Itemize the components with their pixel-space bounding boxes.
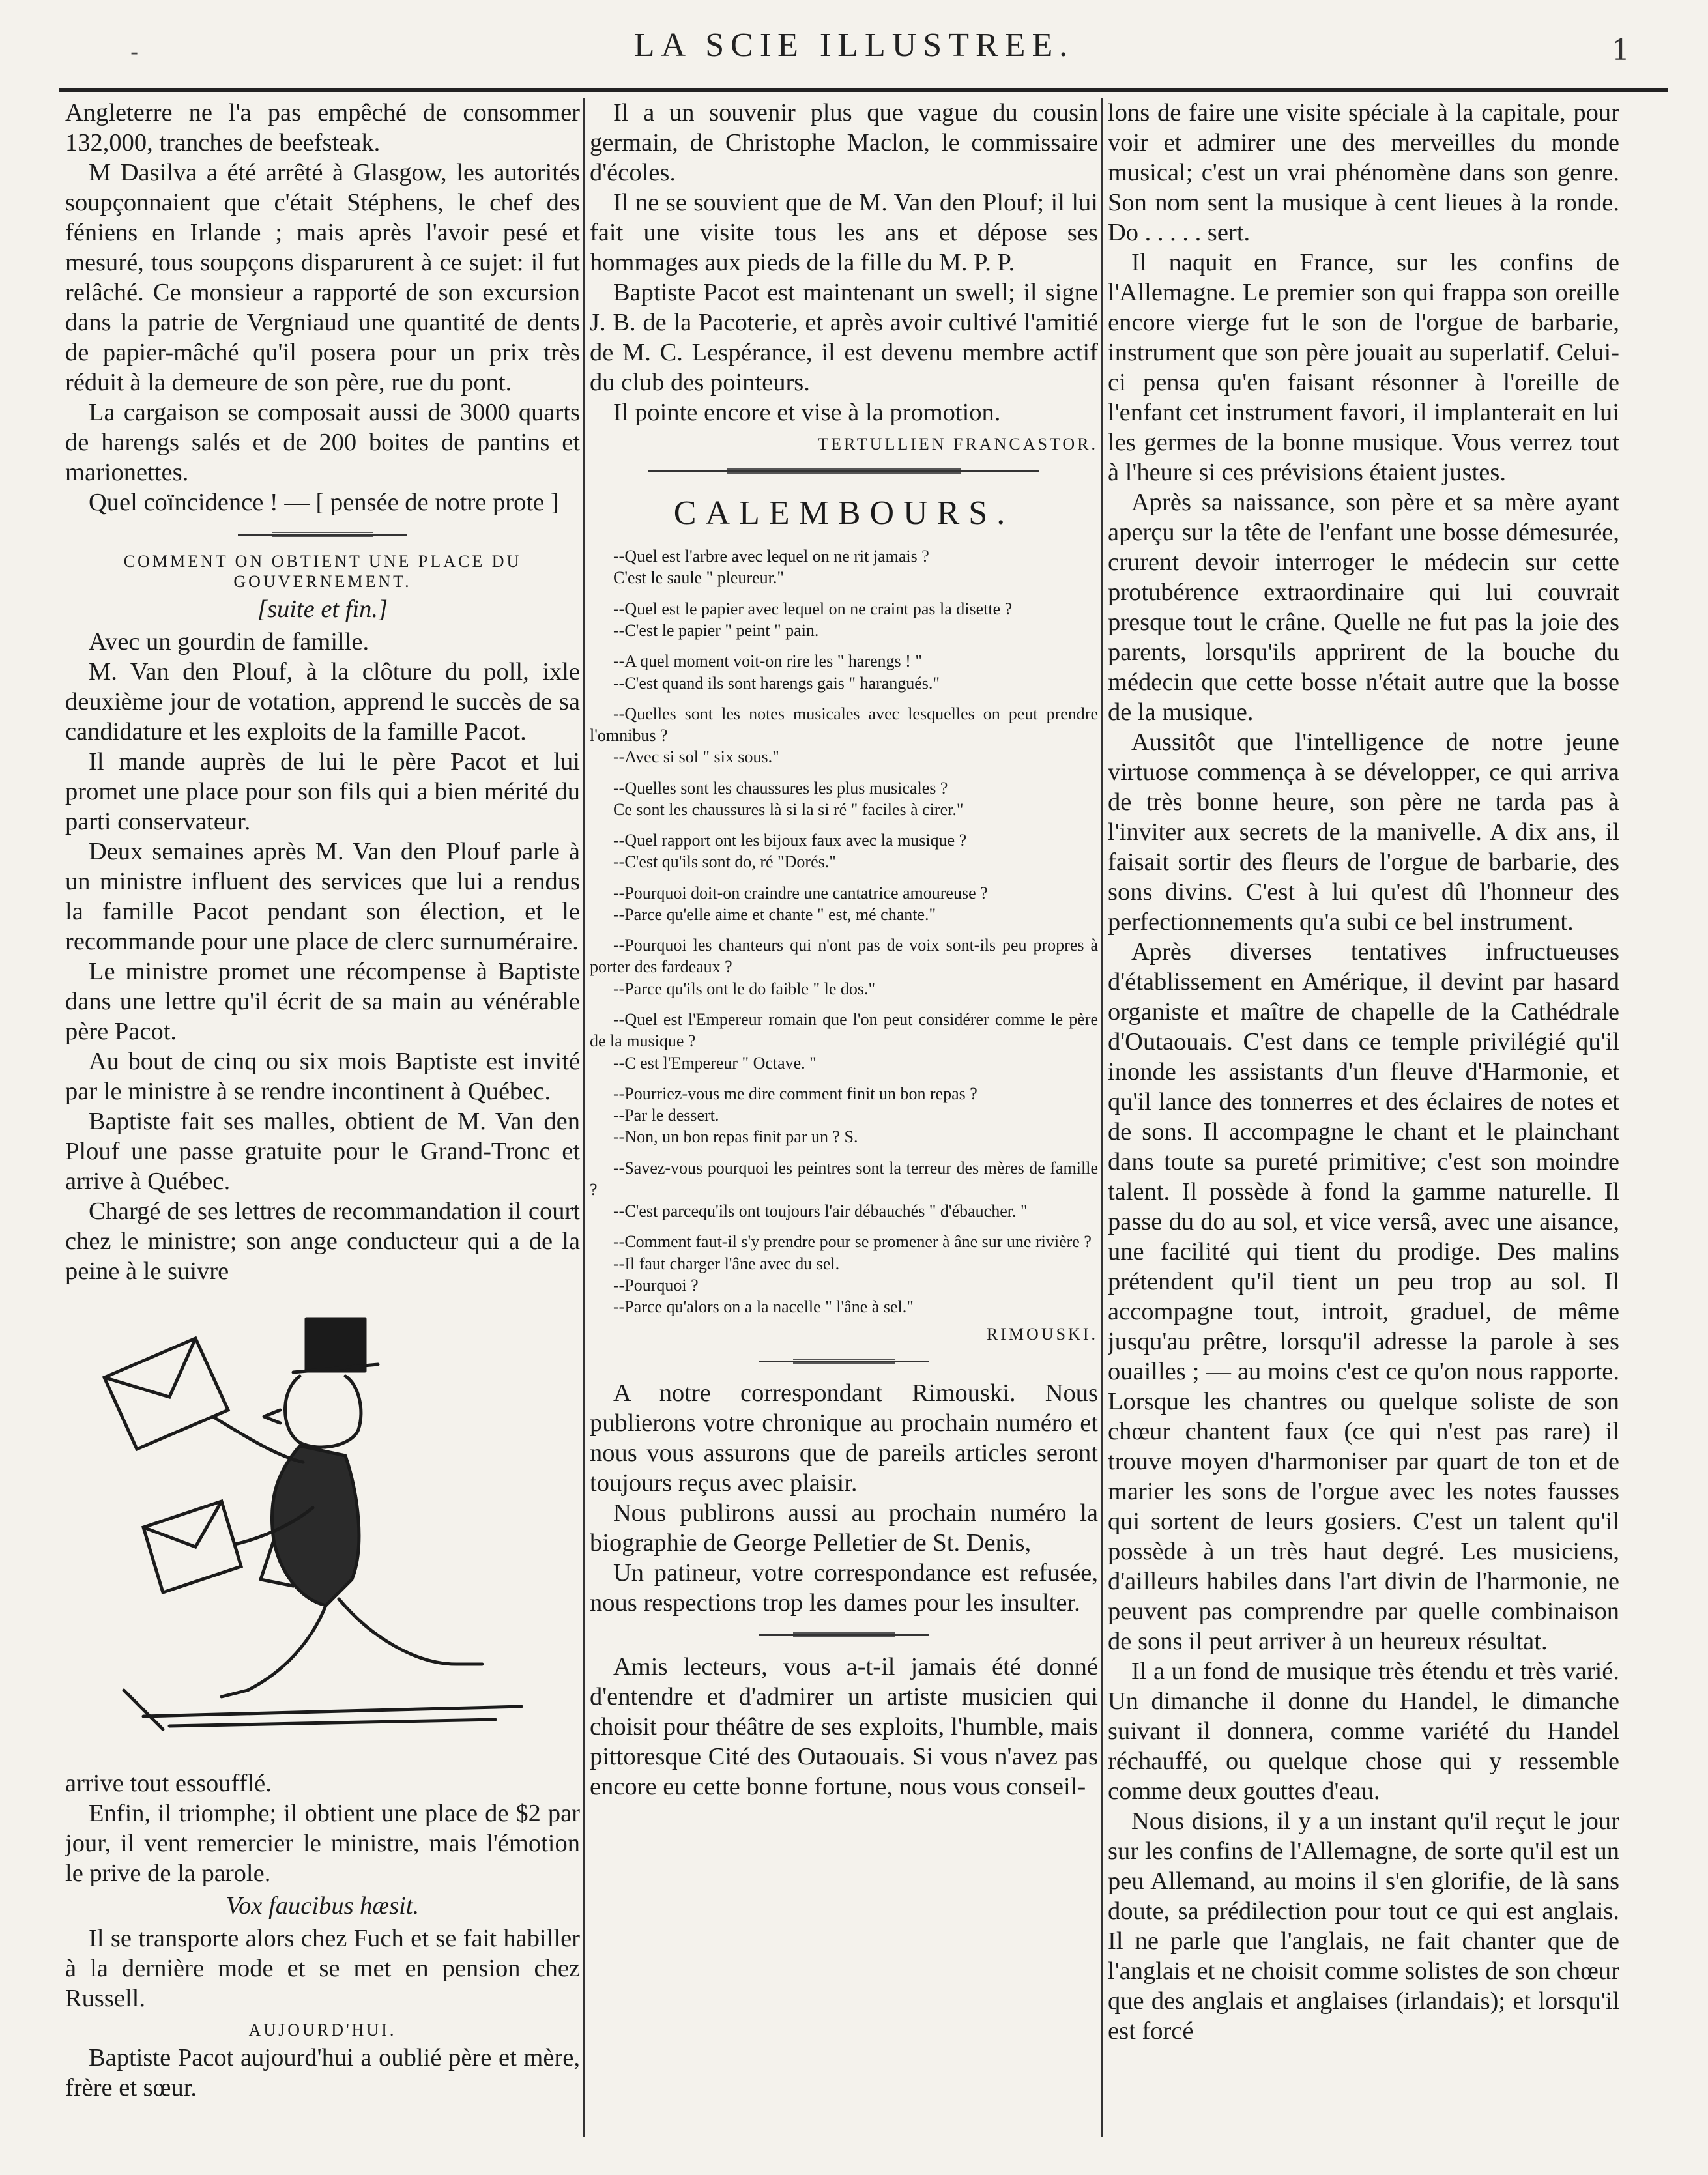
jokes-list — [590, 545, 1098, 1318]
paragraph: Il ne se souvient que de M. Van den Plouf; il lui fait une visite tous les ans et dépose ses hommages aux pieds de la fille du M. P. P. — [590, 189, 1098, 276]
joke-line: --Pourquoi doit-on craindre une cantatrice amoureuse ? — [613, 883, 988, 902]
paragraph: Au bout de cinq ou six mois Baptiste est invité par le ministre à se rendre incontinent à Québec. — [65, 1048, 580, 1106]
paragraph: Aussitôt que l'intelligence de notre jeune virtuose commença à se développer, ce qui arriva de très bonne heure, son père ne tarda pas à l'inviter aux secrets de la manivelle. A dix ans, il faisait sortir des fleurs de l'orgue de barbarie, des sons divins. C'est à lui qu'est dû l'honneur des perfectionnements qu'a subi ce bel instrument. — [1108, 728, 1619, 936]
paragraph: Chargé de ses lettres de recommandation il court chez le ministre; son ange conducteur qui a de la peine à le suivre — [65, 1198, 580, 1286]
latin-phrase: Vox faucibus hæsit. — [225, 1892, 420, 1920]
joke-line: --Parce qu'elle aime et chante " est, mé chante." — [613, 904, 936, 924]
joke-line: --C'est le papier " peint " pain. — [613, 620, 819, 640]
separator-rule — [759, 1632, 929, 1637]
messenger-illustration — [65, 1299, 580, 1749]
joke-spacer — [590, 1000, 1098, 1009]
paragraph: Un patineur, votre correspondance est refusée, nous respections trop les dames pour les insulter. — [590, 1559, 1098, 1617]
joke-line: Ce sont les chaussures là si la si ré " faciles à cirer." — [613, 799, 964, 819]
paragraph: Il a un souvenir plus que vague du cousin germain, de Christophe Maclon, le commissaire d'écoles. — [590, 99, 1098, 186]
joke-spacer — [590, 589, 1098, 598]
joke-line: --Parce qu'alors on a la nacelle " l'âne à sel." — [613, 1297, 914, 1317]
joke-spacer — [590, 820, 1098, 829]
calembours-heading: CALEMBOURS. — [673, 495, 1015, 532]
column-divider — [1101, 98, 1103, 2137]
paragraph: M. Van den Plouf, à la clôture du poll, ixle deuxième jour de votation, apprend le succès de sa candidature et les exploits de la famille Pacot. — [65, 658, 580, 746]
joke-line: --Quelles sont les chaussures les plus musicales ? — [613, 778, 948, 798]
joke-line: --Quelles sont les notes musicales avec lesquelles on peut prendre l'omnibus ? — [590, 704, 1098, 745]
top-rule — [59, 88, 1668, 92]
paragraph: La cargaison se composait aussi de 3000 quarts de harengs salés et de 200 boites de pantins et marionettes. — [65, 399, 580, 486]
joke-spacer — [590, 925, 1098, 934]
joke-line: --C est l'Empereur " Octave. " — [613, 1053, 817, 1073]
paragraph: Après sa naissance, son père et sa mère ayant aperçu sur la tête de l'enfant une bosse démesurée, crurent devoir interroger le médecin sur cette protubérence extraordinaire qui lui couvrait presque tout le crâne. Quelle ne fut pas la joie des parents, lorsqu'ils apprirent de la bouche du médecin que cette bosse n'était autre que la bosse de la musique. — [1108, 489, 1619, 726]
page-folio: 1 — [1612, 34, 1630, 67]
paragraph: Quel coïncidence ! — [ pensée de notre prote ] — [89, 489, 559, 516]
paragraph: Il a un fond de musique très étendu et très varié. Un dimanche il donne du Handel, le dimanche suivant il donnera, comme variété du Handel réchauffé, ou quelque chose qui y ressemble comme deux gouttes d'eau. — [1108, 1658, 1619, 1805]
article-heading: COMMENT ON OBTIENT UNE PLACE DU GOUVERNEMENT. — [123, 552, 522, 592]
paragraph: lons de faire une visite spéciale à la capitale, pour voir et admirer une des merveilles du monde musical; c'est un vrai phénomène dans son genre. Son nom sent la musique à cent lieues à la ronde. Do . . . . . sert. — [1108, 99, 1619, 246]
joke-line: --Pourquoi ? — [613, 1275, 699, 1295]
joke-line: --Quel rapport ont les bijoux faux avec la musique ? — [613, 831, 967, 850]
joke-line: --C'est quand ils sont harengs gais " harangués." — [613, 673, 940, 693]
joke-line: --Avec si sol " six sous." — [613, 747, 779, 767]
paragraph: Après diverses tentatives infructueuses d'établissement en Amérique, il devint par hasard organiste et maître de chapelle de la Cathédrale d'Outaouais. C'est dans ce temple privilégié qu'il inonde les assistants d'un fleuve d'Harmonie, et qu'il lance des tonnerres et des éclaires de notes et de sons. Il accompagne le chant et le plainchant dans toute sa pureté primitive; c'est son moindre talent. Il possède à fond la gamme naturelle. Il passe du do au sol, et vice versâ, avec une aisance, une facilité qui tient du prodige. Des malins prétendent qu'il tient un peu trop au sol. Il accompagne tout, introit, graduel, de même jusqu'au prêtre, lorsqu'il adresse la parole à ses ouailles ; — au moins c'est ce qu'on nous rapporte. Lorsque les chantres ou quelque soliste de son chœur chantent faux (ce qui n'est pas rare) il trouve moyen d'harmoniser par quart de ton et de marier les sons de l'orgue avec les notes fausses qui sortent de leurs gosiers. C'est un talent qu'il possède à un très haut degré. Les musiciens, d'ailleurs habiles dans l'art divin de l'harmonie, ne peuvent pas comprendre par quelle combinaison de sons il peut arriver à un heureux résultat. — [1108, 938, 1619, 1655]
paragraph: Enfin, il triomphe; il obtient une place de $2 par jour, il vent remercier le ministre, mais l'émotion le prive de la parole. — [65, 1800, 580, 1888]
joke-line: --Il faut charger l'âne avec du sel. — [613, 1254, 840, 1273]
paragraph: Baptiste Pacot aujourd'hui a oublié père et mère, frère et sœur. — [65, 2044, 580, 2102]
joke-line: --Quel est l'arbre avec lequel on ne rit jamais ? — [613, 547, 929, 566]
paragraph: Nous disions, il y a un instant qu'il reçut le jour sur les confins de l'Allemagne, de sorte qu'il est un peu Allemand, au moins il s'en glorifie, de là sans doute, sa prédilection pour tout ce qui est anglais. Il ne parle que l'anglais, ne fait chanter que de l'anglais et ne choisit comme solistes de son chœur que des anglais et anglaises (irlandais); et lorsqu'il est forcé — [1108, 1808, 1619, 2045]
paragraph: M Dasilva a été arrêté à Glasgow, les autorités soupçonnaient que c'était Stéphens, le chef des féniens en Irlande ; mais après l'avoir pesé et mesuré, tous soupçons disparurent à ce sujet: il fut relâché. Ce monsieur a rapporté de son excursion dans la patrie de Vergniaud une quantité de dents de papier-mâché qu'il posera pour un prix très réduit à la demeure de son père, rue du pont. — [65, 159, 580, 396]
joke-line: C'est le saule " pleureur." — [613, 568, 785, 588]
paragraph: Avec un gourdin de famille. — [89, 628, 369, 656]
paragraph: arrive tout essoufflé. — [65, 1770, 272, 1798]
author-signature: TERTULLIEN FRANCASTOR. — [818, 435, 1098, 454]
paragraph: Il se transporte alors chez Fuch et se fait habiller à la dernière mode et se met en pension chez Russell. — [65, 1925, 580, 2013]
separator-rule — [648, 468, 1039, 474]
joke-line: --Par le dessert. — [613, 1106, 719, 1125]
joke-line: --C'est parcequ'ils ont toujours l'air débauchés " d'ébaucher. " — [613, 1202, 1028, 1221]
separator-rule — [759, 1359, 929, 1364]
joke-spacer — [590, 694, 1098, 703]
joke-line: --Pourriez-vous me dire comment finit un bon repas ? — [613, 1084, 977, 1103]
paragraph: Le ministre promet une récompense à Baptiste dans une lettre qu'il écrit de sa main au vénérable père Pacot. — [65, 958, 580, 1046]
separator-rule — [238, 532, 407, 537]
paragraph: Il mande auprès de lui le père Pacot et lui promet une place pour son fils qui a bien mérité du parti conservateur. — [65, 748, 580, 836]
joke-spacer — [590, 1074, 1098, 1083]
column-1 — [65, 98, 580, 2137]
paragraph: A notre correspondant Rimouski. Nous publierons votre chronique au prochain numéro et nous vous assurons que de pareils articles seront toujours reçus avec plaisir. — [590, 1379, 1098, 1497]
paragraph: Amis lecteurs, vous a-t-il jamais été donné d'entendre et d'admirer un artiste musicien qui choisit pour théâtre de ses exploits, l'humble, mais pittoresque Cité des Outaouais. Si vous n'avez pas encore eu cette bonne fortune, nous vous conseil- — [590, 1653, 1098, 1801]
paragraph: Il naquit en France, sur les confins de l'Allemagne. Le premier son qui frappa son oreille encore vierge fut le son de l'orgue de barbarie, instrument que son père jouait au superlatif. Celui-ci pensa qu'en faisant résonner à l'oreille de l'enfant cet instrument favori, il implanterait en lui les germes de la bonne musique. Vous verrez tout à l'heure si ces prévisions étaient justes. — [1108, 249, 1619, 486]
margin-mark: - — [130, 39, 139, 66]
paragraph: Il pointe encore et vise à la promotion. — [613, 399, 1001, 426]
paragraph: Baptiste Pacot est maintenant un swell; il signe J. B. de la Pacoterie, et après avoir cultivé l'amitié de M. C. Lespérance, il est devenu membre actif du club des pointeurs. — [590, 279, 1098, 396]
joke-line: --Quel est le papier avec lequel on ne craint pas la disette ? — [613, 599, 1013, 618]
masthead-title: LA SCIE ILLUSTREE. — [633, 27, 1075, 64]
section-label: AUJOURD'HUI. — [248, 2021, 397, 2040]
joke-spacer — [590, 873, 1098, 882]
joke-line: --Comment faut-il s'y prendre pour se promener à âne sur une rivière ? — [613, 1232, 1092, 1252]
column-divider — [583, 98, 585, 2137]
joke-spacer — [590, 1222, 1098, 1231]
joke-line: --Quel est l'Empereur romain que l'on peut considérer comme le père de la musique ? — [590, 1009, 1098, 1051]
column-3 — [1108, 98, 1619, 2137]
joke-line: --A quel moment voit-on rire les " harengs ! " — [613, 652, 922, 671]
author-signature: RIMOUSKI. — [986, 1325, 1098, 1344]
joke-line: --C'est qu'ils sont do, ré "Dorés." — [613, 852, 836, 872]
column-2 — [590, 98, 1098, 2137]
joke-spacer — [590, 641, 1098, 650]
paragraph: Baptiste fait ses malles, obtient de M. Van den Plouf une passe gratuite pour le Grand-Tronc et arrive à Québec. — [65, 1108, 580, 1196]
article-subheading: [suite et fin.] — [257, 596, 388, 624]
joke-spacer — [590, 1148, 1098, 1157]
joke-line: --Parce qu'ils ont le do faible " le dos." — [613, 979, 876, 998]
joke-spacer — [590, 768, 1098, 777]
paragraph: Nous publirons aussi au prochain numéro la biographie de George Pelletier de St. Denis, — [590, 1499, 1098, 1557]
joke-line: --Non, un bon repas finit par un ? S. — [613, 1127, 858, 1147]
joke-line: --Savez-vous pourquoi les peintres sont la terreur des mères de famille ? — [590, 1158, 1098, 1199]
joke-line: --Pourquoi les chanteurs qui n'ont pas de voix sont-ils peu propres à porter des fardeaux ? — [590, 936, 1098, 977]
running-messenger-icon — [65, 1299, 560, 1749]
paragraph: Angleterre ne l'a pas empêché de consommer 132,000, tranches de beefsteak. — [65, 99, 580, 156]
paragraph: Deux semaines après M. Van den Plouf parle à un ministre influent des services que lui a rendus la famille Pacot pendant son élection, et le recommande pour une place de clerc surnuméraire. — [65, 838, 580, 956]
